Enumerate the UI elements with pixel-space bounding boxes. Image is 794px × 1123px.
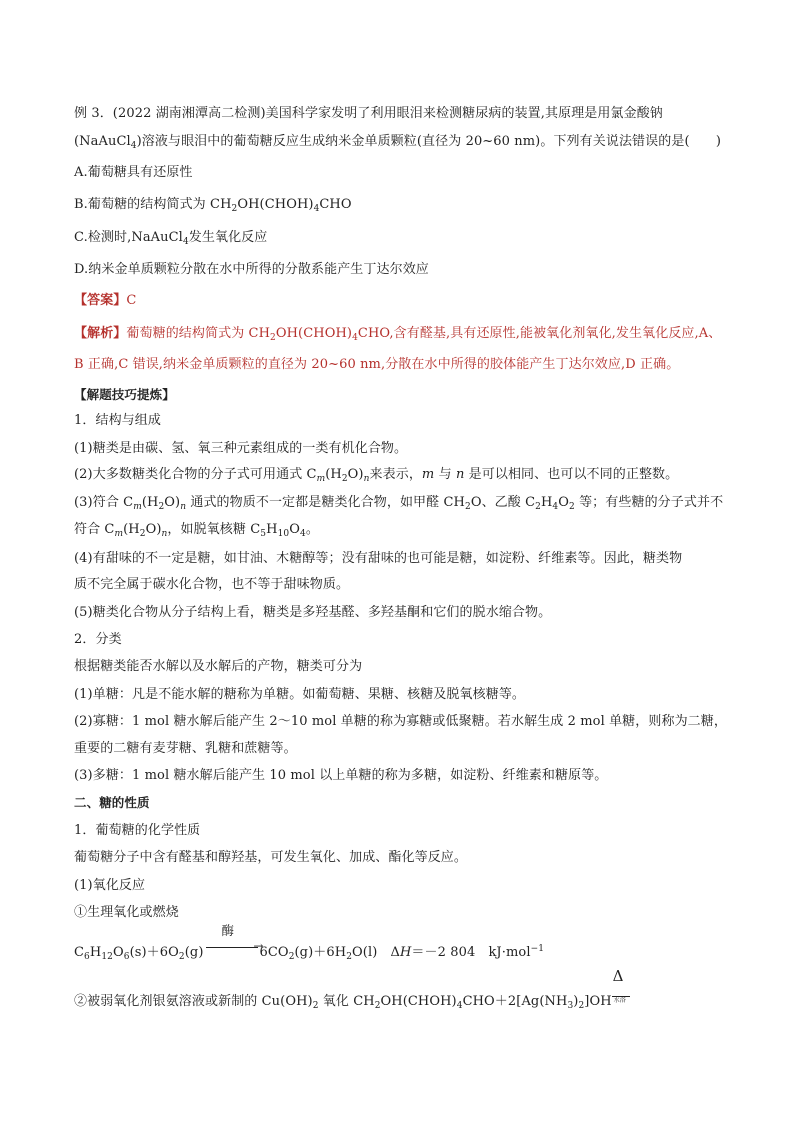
- subscript: 2: [158, 502, 165, 512]
- combustion-equation: [74, 923, 545, 962]
- text: 葡萄糖的结构简式为 CH: [126, 326, 271, 341]
- text: ): [573, 994, 579, 1009]
- subscript: 2: [464, 502, 471, 512]
- section-2-sub-1: [74, 822, 200, 840]
- subscript: m: [133, 502, 142, 512]
- subscript: 4: [130, 141, 137, 151]
- classify-2: [74, 713, 727, 731]
- tips-heading: [74, 386, 175, 404]
- tips-p4-cont: [74, 576, 349, 594]
- superscript: −1: [530, 944, 545, 954]
- text: 符合 C: [74, 522, 115, 537]
- text: OH(CHOH): [275, 326, 353, 341]
- option-a: [74, 164, 193, 182]
- subscript: 2: [535, 502, 541, 512]
- tips-section-1: [74, 412, 161, 430]
- subscript: 2: [312, 1001, 319, 1011]
- text: (s)＋6O: [129, 945, 179, 960]
- paragraph-text: (1)糖类是由碳、氢、氧三种元素组成的一类有机化合物。: [74, 441, 408, 456]
- text: 等；有些糖的分子式并不: [574, 495, 724, 510]
- section-title: 2．分类: [74, 632, 122, 647]
- section-2-heading: [74, 794, 150, 812]
- delta-symbol: Δ: [612, 967, 624, 985]
- subscript: 2: [346, 952, 353, 962]
- enzyme-condition: 酶: [221, 923, 235, 938]
- subscript: 2: [569, 502, 575, 512]
- variable: n: [455, 467, 465, 482]
- text: 发生氧化反应: [188, 230, 268, 245]
- option-d: [74, 261, 429, 279]
- text: (H: [141, 495, 159, 510]
- subscript: 10: [277, 529, 290, 539]
- text: CHO＋2[Ag(NH: [462, 994, 568, 1009]
- tips-p2: [74, 466, 678, 484]
- subscript: 4: [313, 204, 320, 214]
- tips-section-2: [74, 631, 122, 649]
- variable: H: [399, 945, 412, 960]
- paragraph-text: (1)氧化反应: [74, 878, 146, 893]
- subscript: m: [316, 474, 326, 484]
- text: )溶液与眼泪中的葡萄糖反应生成纳米金单质颗粒(直径为 20~60 nm)。下列有关说法错误的是( ): [136, 134, 721, 149]
- text: O: [289, 522, 300, 537]
- subscript: 4: [352, 333, 358, 343]
- classify-2-cont: [74, 740, 297, 758]
- subscript: 2: [374, 1001, 381, 1011]
- option-b: [74, 196, 352, 214]
- subscript: 2: [288, 952, 295, 962]
- option-a-text: A.葡萄糖具有还原性: [74, 165, 193, 180]
- section-title: 1．葡萄糖的化学性质: [74, 823, 201, 838]
- text: H: [540, 495, 553, 510]
- subscript: n: [363, 474, 370, 484]
- subscript: 2: [231, 204, 238, 214]
- paragraph-text: (5)糖类化合物从分子结构上看，糖类是多羟基醛、多羟基酮和它们的脱水缩合物。: [74, 605, 552, 620]
- text: CHO: [319, 197, 352, 212]
- text: OH(CHOH): [380, 994, 457, 1009]
- analysis-tag: 【解析】: [74, 326, 127, 341]
- text: 通式的物质不一定都是糖类化合物，如甲醛 CH: [186, 495, 465, 510]
- tips-p3: [74, 494, 723, 512]
- text: (2)大多数糖类化合物的分子式可用通式 C: [74, 467, 317, 482]
- tips-p1: [74, 440, 407, 458]
- subscript: 3: [567, 1001, 574, 1011]
- text: O: [112, 945, 124, 960]
- subscript: 4: [299, 529, 306, 539]
- text: (3)符合 C: [74, 495, 134, 510]
- tips-title: 【解题技巧提炼】: [74, 387, 175, 402]
- subscript: 12: [101, 952, 113, 962]
- glucose-intro: [74, 849, 467, 867]
- classify-1: [74, 686, 525, 704]
- section-title: 二、糖的性质: [74, 795, 150, 810]
- paragraph-text: 质不完全属于碳水化合物，也不等于甜味物质。: [74, 577, 350, 592]
- text: O): [164, 495, 181, 510]
- subscript: 4: [182, 237, 189, 247]
- text: O: [558, 495, 570, 510]
- paragraph-text: 重要的二糖有麦芽糖、乳糖和蔗糖等。: [74, 741, 297, 756]
- classify-3: [74, 767, 607, 785]
- paragraph-text: (1)单糖：凡是不能水解的糖称为单糖。如葡萄糖、果糖、核糖及脱氧核糖等。: [74, 687, 526, 702]
- arrow-shaft: [206, 947, 258, 948]
- arrow-head-icon: →: [253, 939, 264, 953]
- text: (g)＋6H: [294, 945, 347, 960]
- paragraph-text: (4)有甜味的不一定是糖，如甘油、木糖醇等；没有甜味的也可能是糖，如淀粉、纤维素等。因此，糖类物: [74, 551, 683, 566]
- section-title: 1．结构与组成: [74, 413, 161, 428]
- subscript: 2: [578, 1001, 585, 1011]
- text: (g): [184, 945, 204, 960]
- text: 来表示，: [369, 467, 422, 482]
- subscript: 4: [456, 1001, 463, 1011]
- answer-tag: 【答案】: [74, 293, 127, 308]
- text: CHO,含有醛基,具有还原性,能被氧化剂氧化,发生氧化反应,A、: [357, 326, 722, 341]
- analysis-line-1: [74, 325, 721, 343]
- text: O): [347, 467, 364, 482]
- heating-condition: [612, 967, 630, 1005]
- text: H: [89, 945, 102, 960]
- text: C.检测时,NaAuCl: [74, 230, 183, 245]
- text: 是可以相同、也可以不同的正整数。: [464, 467, 679, 482]
- option-c: [74, 229, 267, 247]
- answer-value: C: [126, 293, 137, 308]
- text: ＝－2 804 kJ·mol: [411, 945, 531, 960]
- subscript: 2: [270, 333, 276, 343]
- paragraph-text: (2)寡糖：1 mol 糖水解后能产生 2～10 mol 单糖的称为寡糖或低聚糖。若水解生成 2 mol 单糖，则称为二糖，: [74, 714, 727, 729]
- text: 6CO: [259, 945, 289, 960]
- text: (H: [123, 522, 140, 537]
- reaction-arrow: [204, 923, 264, 956]
- subscript: m: [114, 529, 124, 539]
- text: B.葡萄糖的结构简式为 CH: [74, 197, 232, 212]
- oxidation-heading: [74, 877, 145, 895]
- text: (NaAuCl: [74, 134, 131, 149]
- text: ]OH: [584, 994, 612, 1009]
- text: 氧化 CH: [318, 994, 375, 1009]
- analysis-text: B 正确,C 错误,纳米金单质颗粒的直径为 20~60 nm,分散在水中所得的胶体能产生丁达尔效应,D 正确。: [74, 357, 680, 372]
- subscript: 2: [341, 474, 348, 484]
- analysis-line-2: [74, 356, 679, 374]
- water-bath-label: 水浴: [613, 997, 626, 1004]
- paragraph-text: 根据糖类能否水解以及水解后的产物，糖类可分为: [74, 659, 363, 674]
- text: 。: [305, 522, 319, 537]
- text: C: [74, 945, 85, 960]
- subscript: 2: [178, 952, 185, 962]
- subscript: 6: [84, 952, 90, 962]
- subscript: 4: [552, 502, 559, 512]
- tips-p4: [74, 550, 682, 568]
- subscript: 6: [123, 952, 130, 962]
- oxidation-item-1: [74, 904, 179, 922]
- text: O): [145, 522, 162, 537]
- classify-intro: [74, 658, 362, 676]
- subscript: n: [161, 529, 168, 539]
- text: H: [266, 522, 278, 537]
- text: (H: [325, 467, 342, 482]
- variable: m: [421, 467, 435, 482]
- subscript: 5: [260, 529, 267, 539]
- question-line-1: [74, 105, 663, 123]
- paragraph-text: 葡萄糖分子中含有醛基和醇羟基，可发生氧化、加成、酯化等反应。: [74, 850, 468, 865]
- text: O(l) Δ: [352, 945, 400, 960]
- text: O、乙酸 C: [470, 495, 536, 510]
- paragraph-text: ①生理氧化或燃烧: [74, 905, 179, 920]
- paragraph-text: (3)多糖：1 mol 糖水解后能产生 10 mol 以上单糖的称为多糖，如淀粉、纤维素和糖原等。: [74, 768, 608, 783]
- question-line-2: [74, 133, 721, 151]
- subscript: n: [180, 502, 187, 512]
- answer-line: [74, 292, 136, 310]
- text: ，如脱氧核糖 C: [167, 522, 261, 537]
- subscript: 2: [139, 529, 146, 539]
- question-text: 例 3．(2022 湖南湘潭高二检测)美国科学家发明了利用眼泪来检测糖尿病的装置,其原理是用氯金酸钠: [74, 106, 663, 121]
- text: 与: [434, 467, 456, 482]
- tips-p5: [74, 604, 551, 622]
- text: ②被弱氧化剂银氨溶液或新制的 Cu(OH): [74, 994, 313, 1009]
- tips-p3-cont: [74, 521, 319, 539]
- option-d-text: D.纳米金单质颗粒分散在水中所得的分散系能产生丁达尔效应: [74, 262, 429, 277]
- text: OH(CHOH): [237, 197, 314, 212]
- oxidation-item-2: [74, 967, 630, 1011]
